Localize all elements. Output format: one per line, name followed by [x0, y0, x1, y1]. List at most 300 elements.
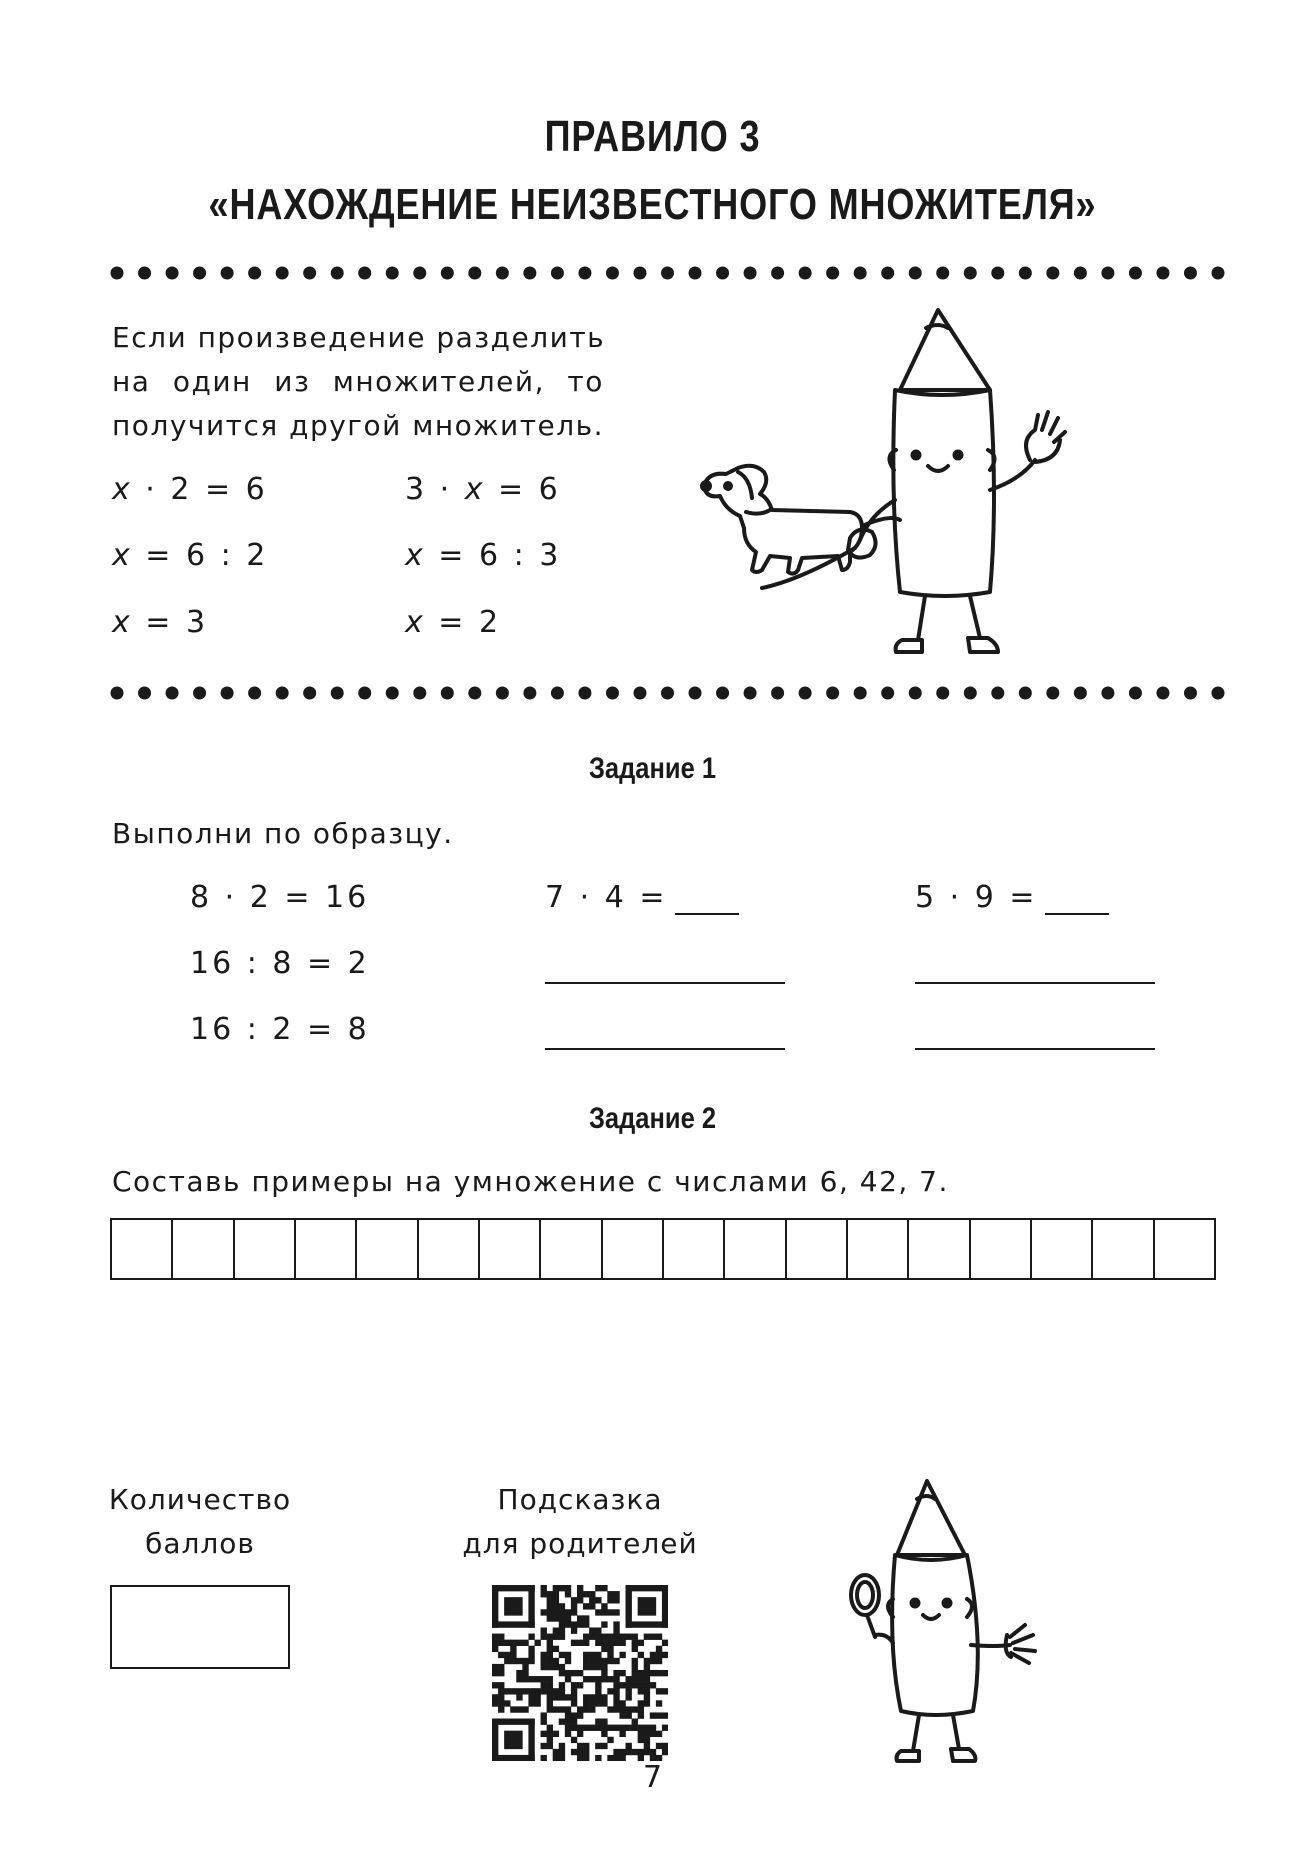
qr-module [504, 1688, 510, 1694]
qr-module [595, 1682, 601, 1688]
separator-dot [826, 687, 839, 700]
qr-module [595, 1694, 601, 1700]
answer-line[interactable] [545, 982, 785, 984]
qr-module [601, 1700, 607, 1706]
qr-module [522, 1658, 528, 1664]
qr-module [656, 1731, 662, 1737]
separator-dot [276, 267, 289, 280]
qr-module [601, 1694, 607, 1700]
qr-module [577, 1615, 583, 1621]
separator-dot [1046, 687, 1059, 700]
qr-module [626, 1743, 632, 1749]
qr-module [626, 1621, 668, 1627]
qr-module [662, 1749, 668, 1755]
pencil-magnifier-illustration [835, 1475, 1065, 1765]
qr-module [619, 1712, 625, 1718]
example-equation: x = 3 [112, 605, 209, 640]
qr-module [553, 1646, 559, 1652]
qr-module [638, 1670, 644, 1676]
qr-module [589, 1694, 595, 1700]
qr-module [632, 1658, 638, 1664]
grid-cell[interactable] [909, 1220, 970, 1278]
rule-subtitle: «НАХОЖДЕНИЕ НЕИЗВЕСТНОГО МНОЖИТЕЛЯ» [208, 180, 1097, 229]
qr-module [510, 1640, 516, 1646]
qr-module [589, 1700, 595, 1706]
qr-module [589, 1634, 595, 1640]
qr-module [613, 1694, 619, 1700]
qr-module [656, 1646, 662, 1652]
qr-module [541, 1688, 547, 1694]
qr-module [607, 1725, 613, 1731]
qr-module [595, 1658, 601, 1664]
qr-module [559, 1694, 565, 1700]
grid-cell[interactable] [480, 1220, 541, 1278]
qr-module [632, 1682, 638, 1688]
qr-module [607, 1688, 613, 1694]
qr-module [601, 1731, 607, 1737]
grid-cell[interactable] [357, 1220, 418, 1278]
qr-module [498, 1670, 504, 1676]
hint-label-line: Подсказка [497, 1483, 663, 1516]
separator-dot [909, 687, 922, 700]
pencil-dog-illustration [690, 300, 1130, 670]
qr-module [583, 1706, 589, 1712]
qr-module [601, 1634, 607, 1640]
separator-dot [303, 267, 316, 280]
grid-cell[interactable] [664, 1220, 725, 1278]
separator-dot [166, 687, 179, 700]
qr-module [583, 1743, 589, 1749]
separator-dot [166, 267, 179, 280]
qr-module [638, 1652, 644, 1658]
qr-module [607, 1658, 613, 1664]
separator-dot [771, 687, 784, 700]
separator-dot [358, 267, 371, 280]
qr-module [571, 1621, 577, 1627]
score-box[interactable] [110, 1585, 290, 1669]
separator-dot [1156, 687, 1169, 700]
separator-dot [1156, 267, 1169, 280]
qr-module [559, 1634, 565, 1640]
qr-module [541, 1731, 547, 1737]
qr-module [638, 1712, 644, 1718]
separator-dot [771, 267, 784, 280]
qr-module [541, 1658, 547, 1664]
qr-module [638, 1700, 644, 1706]
separator-dot [413, 687, 426, 700]
pencil-tip [900, 310, 990, 390]
qr-module [595, 1688, 601, 1694]
qr-module [547, 1725, 553, 1731]
grid-cell[interactable] [603, 1220, 664, 1278]
qr-module [619, 1725, 625, 1731]
grid-cell[interactable] [787, 1220, 848, 1278]
qr-module [492, 1621, 535, 1627]
grid-cell[interactable] [296, 1220, 357, 1278]
qr-module [547, 1603, 553, 1609]
qr-module [541, 1609, 547, 1615]
qr-module [553, 1658, 559, 1664]
qr-module [492, 1700, 498, 1706]
qr-module [613, 1640, 619, 1646]
grid-cell[interactable] [112, 1220, 173, 1278]
qr-module [516, 1688, 522, 1694]
qr-module [528, 1652, 534, 1658]
qr-module [626, 1585, 668, 1591]
qr-module [559, 1652, 565, 1658]
qr-module [662, 1585, 668, 1628]
qr-module [547, 1640, 553, 1646]
qr-module [571, 1749, 577, 1755]
qr-module [498, 1664, 504, 1670]
qr-module [522, 1688, 528, 1694]
qr-module [656, 1652, 662, 1658]
separator-dot [799, 687, 812, 700]
qr-module [607, 1609, 613, 1615]
qr-module [547, 1743, 553, 1749]
qr-module [595, 1627, 601, 1633]
qr-module [528, 1634, 534, 1640]
qr-module [607, 1591, 613, 1597]
qr-module [565, 1725, 571, 1731]
separator-dot [441, 267, 454, 280]
separator-dot [578, 687, 591, 700]
qr-module [656, 1743, 662, 1749]
qr-module [571, 1688, 577, 1694]
answer-blank[interactable] [675, 887, 739, 915]
qr-module [534, 1700, 540, 1706]
qr-module [650, 1670, 656, 1676]
qr-module [553, 1664, 559, 1670]
grid-cell[interactable] [173, 1220, 234, 1278]
qr-module [577, 1743, 583, 1749]
qr-module [534, 1688, 540, 1694]
separator-dot [193, 687, 206, 700]
qr-module [522, 1670, 528, 1676]
qr-module [559, 1615, 565, 1621]
qr-module [571, 1712, 577, 1718]
qr-module [541, 1719, 547, 1725]
qr-module [638, 1676, 644, 1682]
qr-module [541, 1627, 547, 1633]
qr-module [601, 1676, 607, 1682]
qr-module [547, 1700, 553, 1706]
qr-module [632, 1640, 638, 1646]
separator-dot [496, 267, 509, 280]
qr-module [541, 1585, 547, 1591]
qr-module [492, 1719, 498, 1761]
hint-label-line: для родителей [462, 1527, 698, 1560]
qr-module [516, 1640, 522, 1646]
separator-dot [413, 267, 426, 280]
qr-module [650, 1712, 656, 1718]
qr-module [644, 1634, 650, 1640]
qr-module [644, 1700, 650, 1706]
separator-dot [606, 687, 619, 700]
grid-cell[interactable] [1093, 1220, 1154, 1278]
qr-module [577, 1591, 583, 1597]
qr-module [565, 1731, 571, 1737]
qr-module [583, 1652, 589, 1658]
qr-module [595, 1640, 601, 1646]
qr-module [589, 1664, 595, 1670]
qr-module [534, 1694, 540, 1700]
qr-module [553, 1609, 559, 1615]
qr-module [650, 1634, 656, 1640]
qr-module [650, 1725, 656, 1731]
qr-module [613, 1670, 619, 1676]
qr-module [577, 1706, 583, 1712]
qr-module [553, 1615, 559, 1621]
qr-module [559, 1743, 565, 1749]
qr-module [583, 1700, 589, 1706]
qr-module [626, 1688, 632, 1694]
example-equation: x = 2 [405, 605, 502, 640]
example-equation: x = 6 : 2 [112, 538, 269, 573]
qr-module [534, 1640, 540, 1646]
qr-module [607, 1676, 613, 1682]
qr-module [577, 1585, 583, 1591]
qr-module [498, 1634, 504, 1640]
qr-module [638, 1706, 644, 1712]
qr-module [650, 1731, 656, 1737]
qr-module [613, 1658, 619, 1664]
qr-module [583, 1621, 589, 1627]
qr-module [571, 1682, 577, 1688]
qr-module [632, 1664, 638, 1670]
qr-module [626, 1706, 632, 1712]
qr-module [632, 1706, 638, 1712]
qr-module [632, 1646, 638, 1652]
qr-module [528, 1676, 534, 1682]
separator-dot [1101, 267, 1114, 280]
qr-module [516, 1658, 522, 1664]
qr-module [577, 1731, 583, 1737]
qr-module [583, 1749, 589, 1755]
qr-module [492, 1694, 498, 1700]
separator-dot [331, 687, 344, 700]
qr-module [516, 1670, 522, 1676]
qr-module [583, 1615, 589, 1621]
separator-dot [633, 267, 646, 280]
separator-dot [991, 267, 1004, 280]
qr-module [516, 1694, 522, 1700]
qr-module [583, 1640, 589, 1646]
grid-cell[interactable] [725, 1220, 786, 1278]
qr-module [541, 1664, 547, 1670]
qr-module [644, 1688, 650, 1694]
qr-module [613, 1634, 619, 1640]
qr-module [528, 1646, 534, 1652]
qr-module [553, 1634, 559, 1640]
qr-module [516, 1706, 522, 1712]
separator-dot [551, 267, 564, 280]
qr-module [553, 1731, 559, 1737]
qr-module [541, 1652, 547, 1658]
qr-module [547, 1615, 553, 1621]
qr-module [553, 1694, 559, 1700]
task-1-title: Задание 1 [588, 752, 717, 785]
qr-module [589, 1725, 595, 1731]
separator-dot [744, 687, 757, 700]
qr-module [559, 1664, 565, 1670]
qr-module [601, 1670, 607, 1676]
qr-module [565, 1609, 571, 1615]
qr-module [547, 1676, 553, 1682]
answer-grid [110, 1218, 1216, 1280]
qr-module [559, 1603, 565, 1609]
qr-module [565, 1670, 571, 1676]
dotted-separator [110, 683, 1225, 703]
qr-module [577, 1640, 583, 1646]
exercise-equation-b: 5 · 9 = [915, 880, 1109, 915]
separator-dot [468, 267, 481, 280]
qr-module [613, 1621, 619, 1627]
separator-dot [826, 267, 839, 280]
qr-module [516, 1676, 522, 1682]
qr-module [601, 1585, 607, 1591]
qr-module [619, 1652, 625, 1658]
qr-module [589, 1658, 595, 1664]
qr-module [553, 1688, 559, 1694]
example-equation: x = 6 : 3 [405, 538, 562, 573]
qr-module [565, 1615, 571, 1621]
score-label-line: Количество [108, 1483, 292, 1516]
qr-module [541, 1743, 547, 1749]
qr-module [601, 1719, 607, 1725]
qr-module [607, 1597, 613, 1603]
separator-dot [303, 687, 316, 700]
answer-blank[interactable] [1045, 887, 1109, 915]
qr-module [613, 1706, 619, 1712]
qr-module [541, 1682, 547, 1688]
separator-dot [248, 687, 261, 700]
separator-dot [523, 687, 536, 700]
qr-module [577, 1725, 583, 1731]
qr-module [541, 1591, 547, 1597]
qr-module [589, 1652, 595, 1658]
qr-module [522, 1706, 528, 1712]
separator-dot [964, 687, 977, 700]
qr-module [565, 1658, 571, 1664]
separator-dot [689, 267, 702, 280]
score-label-line: баллов [145, 1527, 255, 1560]
qr-module [504, 1700, 510, 1706]
qr-module [613, 1597, 619, 1603]
qr-module [607, 1652, 613, 1658]
grid-cell[interactable] [541, 1220, 602, 1278]
qr-module [638, 1737, 644, 1743]
separator-dot [221, 687, 234, 700]
separator-dot [1046, 267, 1059, 280]
qr-code[interactable] [492, 1585, 668, 1761]
qr-module [613, 1700, 619, 1706]
grid-cell[interactable] [1032, 1220, 1093, 1278]
qr-module [619, 1700, 625, 1706]
qr-module [656, 1688, 662, 1694]
qr-module [559, 1670, 565, 1676]
qr-module [541, 1712, 547, 1718]
separator-dot [1101, 687, 1114, 700]
separator-dot [1212, 267, 1225, 280]
qr-module [595, 1700, 601, 1706]
qr-module [650, 1658, 656, 1664]
qr-module [577, 1670, 583, 1676]
separator-dot [716, 687, 729, 700]
qr-module [638, 1725, 644, 1731]
qr-module [632, 1719, 638, 1725]
separator-dot [468, 687, 481, 700]
qr-module [607, 1640, 613, 1646]
qr-module [528, 1700, 534, 1706]
answer-line[interactable] [915, 982, 1155, 984]
qr-module [595, 1652, 601, 1658]
separator-dot [221, 267, 234, 280]
task-1-instruction: Выполни по образцу. [112, 817, 454, 850]
dotted-separator [110, 263, 1225, 283]
qr-module [644, 1664, 650, 1670]
qr-module [619, 1640, 625, 1646]
qr-module [541, 1676, 547, 1682]
qr-module [601, 1640, 607, 1646]
qr-module [559, 1706, 565, 1712]
qr-module [571, 1694, 577, 1700]
qr-module [547, 1652, 553, 1658]
answer-line[interactable] [915, 1048, 1155, 1050]
qr-module [498, 1706, 504, 1712]
qr-module [644, 1658, 650, 1664]
qr-module [644, 1749, 650, 1755]
separator-dot [633, 687, 646, 700]
separator-dot [1184, 687, 1197, 700]
grid-cell[interactable] [235, 1220, 296, 1278]
qr-module [492, 1640, 498, 1646]
qr-module [644, 1682, 650, 1688]
separator-dot [138, 267, 151, 280]
qr-module [547, 1664, 553, 1670]
qr-module [583, 1658, 589, 1664]
qr-module [595, 1634, 601, 1640]
grid-cell[interactable] [848, 1220, 909, 1278]
qr-module [492, 1682, 498, 1688]
separator-dot [1129, 267, 1142, 280]
qr-module [565, 1712, 571, 1718]
grid-cell[interactable] [1155, 1220, 1214, 1278]
qr-module [613, 1676, 619, 1682]
grid-cell[interactable] [971, 1220, 1032, 1278]
qr-module [571, 1603, 577, 1609]
separator-dot [854, 267, 867, 280]
qr-module [644, 1694, 650, 1700]
qr-module [595, 1585, 601, 1591]
qr-module [613, 1609, 619, 1615]
answer-line[interactable] [545, 1048, 785, 1050]
page-number: 7 [642, 1760, 663, 1795]
qr-module [559, 1688, 565, 1694]
qr-module [595, 1664, 601, 1670]
qr-module [547, 1694, 553, 1700]
sample-equation: 16 : 2 = 8 [190, 1012, 370, 1047]
qr-module [650, 1682, 656, 1688]
qr-module [656, 1670, 662, 1676]
separator-dot [1184, 267, 1197, 280]
qr-module [498, 1694, 504, 1700]
qr-module [601, 1603, 607, 1609]
separator-dot [909, 267, 922, 280]
task-2-instruction: Составь примеры на умножение с числами 6, 42, 7. [112, 1165, 949, 1198]
grid-cell[interactable] [419, 1220, 480, 1278]
qr-module [632, 1749, 638, 1755]
